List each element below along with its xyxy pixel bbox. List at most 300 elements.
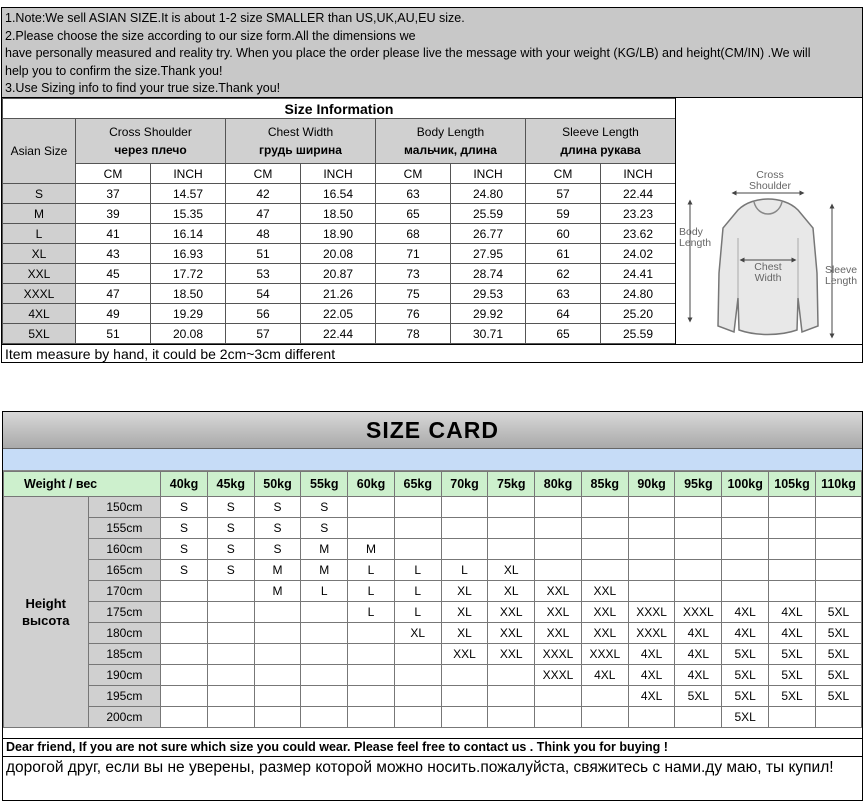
- size-card-cell: [535, 707, 582, 728]
- size-card-cell: 5XL: [722, 644, 769, 665]
- size-card-cell: XL: [394, 623, 441, 644]
- size-card-cell: 4XL: [628, 665, 675, 686]
- size-card-cell: XXXL: [628, 602, 675, 623]
- size-row: [3, 204, 676, 224]
- weight-label-en: Weight: [24, 477, 66, 491]
- size-card-cell: [207, 602, 254, 623]
- size-value-cell: 26.77: [451, 224, 526, 244]
- weight-header: [4, 472, 161, 497]
- height-value: 170cm: [88, 581, 161, 602]
- size-value-cell: 61: [526, 244, 601, 264]
- size-card-cell: [254, 644, 301, 665]
- weight-column-header: 110kg: [815, 472, 861, 497]
- size-card-cell: 4XL: [722, 602, 769, 623]
- size-card-cell: XL: [441, 623, 488, 644]
- size-card-cell: [488, 707, 535, 728]
- measure-note: Item measure by hand, it could be 2cm~3cm different: [2, 344, 862, 363]
- size-card-cell: [815, 539, 861, 560]
- height-value: 180cm: [88, 623, 161, 644]
- size-card-cell: S: [161, 518, 208, 539]
- size-card-cell: [815, 560, 861, 581]
- size-card-cell: XXL: [488, 602, 535, 623]
- group-label-ru: через плечо: [114, 143, 187, 157]
- unit-inch: INCH: [151, 164, 226, 184]
- size-card-cell: [769, 539, 816, 560]
- size-card-cell: M: [254, 581, 301, 602]
- group-label-en: Sleeve Length: [562, 125, 639, 139]
- sleeve-length-label: [821, 265, 861, 287]
- note-line: help you to confirm the size.Thank you!: [5, 63, 223, 78]
- size-card-cell: [675, 581, 722, 602]
- size-label: 5XL: [3, 324, 76, 344]
- size-card-cell: S: [207, 560, 254, 581]
- size-card-cell: [488, 539, 535, 560]
- size-card-cell: [348, 686, 395, 707]
- size-value-cell: 63: [526, 284, 601, 304]
- group-label-en: Chest Width: [267, 125, 334, 139]
- size-card-cell: [488, 665, 535, 686]
- size-card-cell: S: [207, 518, 254, 539]
- weight-label-separator: /: [65, 477, 76, 491]
- size-card-cell: 4XL: [675, 644, 722, 665]
- size-card-cell: [675, 560, 722, 581]
- size-value-cell: 20.08: [151, 324, 226, 344]
- unit-inch: INCH: [601, 164, 676, 184]
- size-value-cell: 14.57: [151, 184, 226, 204]
- size-value-cell: 15.35: [151, 204, 226, 224]
- size-card-cell: [815, 518, 861, 539]
- note-line: 2.Please choose the size according to our size form.All the dimensions we: [5, 28, 416, 43]
- size-value-cell: 51: [226, 244, 301, 264]
- size-value-cell: 75: [376, 284, 451, 304]
- size-row: [3, 264, 676, 284]
- contact-message-en: Dear friend, If you are not sure which size you could wear. Please feel free to contact us . Think you for buying !: [3, 738, 862, 756]
- size-card-cell: L: [348, 581, 395, 602]
- diagram-label-line: Cross: [756, 169, 784, 181]
- size-card-cell: L: [301, 581, 348, 602]
- height-value: 185cm: [88, 644, 161, 665]
- size-card-cell: [581, 707, 628, 728]
- size-value-cell: 25.59: [601, 324, 676, 344]
- size-label: XXL: [3, 264, 76, 284]
- size-card-cell: [207, 644, 254, 665]
- size-card-cell: [628, 539, 675, 560]
- size-card-cell: [161, 644, 208, 665]
- group-label-ru: грудь ширина: [259, 143, 342, 157]
- size-row: [3, 324, 676, 344]
- size-card-cell: [301, 602, 348, 623]
- size-card-cell: [161, 602, 208, 623]
- size-value-cell: 21.26: [301, 284, 376, 304]
- size-information-panel: [1, 7, 863, 363]
- weight-column-header: 40kg: [161, 472, 208, 497]
- size-value-cell: 47: [226, 204, 301, 224]
- size-card-cell: 5XL: [815, 686, 861, 707]
- size-card-cell: 4XL: [769, 602, 816, 623]
- size-value-cell: 41: [76, 224, 151, 244]
- size-label: S: [3, 184, 76, 204]
- size-card-cell: [488, 686, 535, 707]
- size-card-cell: [628, 497, 675, 518]
- contact-message-ru: дорогой друг, если вы не уверены, размер которой можно носить.пожалуйста, свяжитесь с нами.ду маю, ты купил!: [3, 756, 862, 800]
- size-value-cell: 27.95: [451, 244, 526, 264]
- size-card-cell: XL: [488, 581, 535, 602]
- size-card-cell: [254, 707, 301, 728]
- size-card-cell: [815, 707, 861, 728]
- size-value-cell: 20.87: [301, 264, 376, 284]
- size-card-cell: [394, 518, 441, 539]
- size-card-cell: L: [441, 560, 488, 581]
- size-card-cell: [161, 707, 208, 728]
- size-card-cell: [348, 497, 395, 518]
- size-value-cell: 45: [76, 264, 151, 284]
- size-value-cell: 47: [76, 284, 151, 304]
- size-card-cell: [161, 581, 208, 602]
- size-card-cell: [769, 581, 816, 602]
- size-card-cell: S: [254, 497, 301, 518]
- size-card-cell: 5XL: [722, 686, 769, 707]
- size-card-cell: XXL: [581, 602, 628, 623]
- size-card-cell: 4XL: [769, 623, 816, 644]
- chest-width-header: [226, 119, 376, 164]
- weight-column-header: 75kg: [488, 472, 535, 497]
- size-card-cell: 4XL: [628, 644, 675, 665]
- size-value-cell: 18.90: [301, 224, 376, 244]
- size-card-cell: [535, 518, 582, 539]
- size-value-cell: 24.80: [601, 284, 676, 304]
- note-line: 3.Use Sizing info to find your true size.Thank you!: [5, 81, 281, 95]
- weight-column-header: 45kg: [207, 472, 254, 497]
- size-card-cell: S: [161, 497, 208, 518]
- size-card-cell: L: [348, 602, 395, 623]
- size-card-cell: [628, 560, 675, 581]
- height-row: [4, 539, 862, 560]
- height-row: [4, 602, 862, 623]
- size-notes: [2, 8, 862, 98]
- size-value-cell: 22.05: [301, 304, 376, 324]
- height-label-en: Height: [25, 596, 66, 611]
- size-card-cell: [535, 560, 582, 581]
- size-card-cell: L: [348, 560, 395, 581]
- size-card-cell: S: [207, 539, 254, 560]
- size-value-cell: 16.14: [151, 224, 226, 244]
- size-card-cell: [488, 497, 535, 518]
- size-card-cell: [675, 539, 722, 560]
- size-card-cell: [394, 686, 441, 707]
- size-card-cell: [581, 518, 628, 539]
- size-value-cell: 19.29: [151, 304, 226, 324]
- size-card-cell: 4XL: [722, 623, 769, 644]
- size-value-cell: 24.80: [451, 184, 526, 204]
- size-row: [3, 304, 676, 324]
- size-card-cell: 4XL: [628, 686, 675, 707]
- size-card-cell: S: [161, 539, 208, 560]
- size-value-cell: 43: [76, 244, 151, 264]
- weight-column-header: 90kg: [628, 472, 675, 497]
- size-value-cell: 16.54: [301, 184, 376, 204]
- size-card-cell: [301, 686, 348, 707]
- note-line: have personally measured and reality try. When you place the order please live the message with your weight (KG/LB) and height(CM/IN) .We will: [5, 46, 811, 60]
- size-card-cell: [441, 686, 488, 707]
- size-card-cell: [628, 581, 675, 602]
- size-card-cell: [441, 539, 488, 560]
- size-card-cell: [348, 707, 395, 728]
- diagram-label-line: Width: [754, 272, 782, 284]
- size-card-cell: [254, 686, 301, 707]
- size-card-cell: XXL: [535, 602, 582, 623]
- size-value-cell: 23.62: [601, 224, 676, 244]
- size-card-cell: 5XL: [722, 707, 769, 728]
- size-card-cell: [301, 707, 348, 728]
- height-row: [4, 518, 862, 539]
- size-card-cell: [207, 707, 254, 728]
- size-value-cell: 16.93: [151, 244, 226, 264]
- group-label-en: Cross Shoulder: [109, 125, 192, 139]
- size-value-cell: 53: [226, 264, 301, 284]
- size-label: L: [3, 224, 76, 244]
- height-row: [4, 644, 862, 665]
- size-card-cell: XXL: [581, 623, 628, 644]
- size-card-cell: [675, 497, 722, 518]
- size-card-table: [3, 471, 862, 728]
- size-card-cell: S: [161, 560, 208, 581]
- diagram-label-line: Shoulder: [748, 180, 792, 192]
- size-card-cell: M: [301, 539, 348, 560]
- size-value-cell: 18.50: [151, 284, 226, 304]
- size-card-cell: 5XL: [769, 665, 816, 686]
- size-value-cell: 28.74: [451, 264, 526, 284]
- size-value-cell: 18.50: [301, 204, 376, 224]
- size-card-cell: XXXL: [581, 644, 628, 665]
- weight-label-ru: вес: [75, 477, 98, 491]
- size-value-cell: 56: [226, 304, 301, 324]
- size-card-cell: [441, 665, 488, 686]
- size-card-cell: [161, 665, 208, 686]
- size-card-cell: [722, 581, 769, 602]
- size-card-panel: [2, 411, 863, 801]
- size-card-cell: 4XL: [581, 665, 628, 686]
- size-card-cell: [394, 644, 441, 665]
- size-value-cell: 59: [526, 204, 601, 224]
- size-card-cell: 4XL: [675, 623, 722, 644]
- size-value-cell: 29.53: [451, 284, 526, 304]
- cross-shoulder-label: [736, 170, 804, 192]
- weight-column-header: 100kg: [722, 472, 769, 497]
- height-row: [4, 497, 862, 518]
- size-card-cell: XXXL: [535, 644, 582, 665]
- size-row: [3, 184, 676, 204]
- size-card-cell: [769, 707, 816, 728]
- size-card-cell: [581, 560, 628, 581]
- size-value-cell: 64: [526, 304, 601, 324]
- size-card-cell: [769, 497, 816, 518]
- size-value-cell: 60: [526, 224, 601, 244]
- size-card-cell: [535, 539, 582, 560]
- cross-shoulder-header: [76, 119, 226, 164]
- size-value-cell: 57: [526, 184, 601, 204]
- size-value-cell: 71: [376, 244, 451, 264]
- size-card-cell: [535, 497, 582, 518]
- size-card-band: [3, 449, 862, 471]
- group-label-ru: длина рукава: [560, 143, 641, 157]
- size-value-cell: 62: [526, 264, 601, 284]
- size-card-cell: M: [301, 560, 348, 581]
- size-card-cell: [301, 644, 348, 665]
- size-card-cell: 5XL: [815, 644, 861, 665]
- size-card-cell: [207, 686, 254, 707]
- size-value-cell: 25.20: [601, 304, 676, 324]
- height-value: 160cm: [88, 539, 161, 560]
- size-row: [3, 284, 676, 304]
- sweater-diagram-icon: [676, 98, 862, 344]
- size-card-cell: XXL: [488, 644, 535, 665]
- size-card-cell: [394, 539, 441, 560]
- size-card-cell: XXL: [581, 581, 628, 602]
- size-card-title: SIZE CARD: [3, 412, 862, 449]
- size-label: XXXL: [3, 284, 76, 304]
- height-row: [4, 686, 862, 707]
- weight-column-header: 50kg: [254, 472, 301, 497]
- size-card-cell: [441, 707, 488, 728]
- size-card-cell: 5XL: [675, 686, 722, 707]
- size-card-cell: XXL: [535, 581, 582, 602]
- size-card-cell: [769, 560, 816, 581]
- size-card-cell: [301, 623, 348, 644]
- size-card-cell: XXXL: [628, 623, 675, 644]
- height-value: 150cm: [88, 497, 161, 518]
- size-card-cell: M: [254, 560, 301, 581]
- height-row: [4, 707, 862, 728]
- height-header: [4, 497, 89, 728]
- group-label-en: Body Length: [416, 125, 485, 139]
- size-card-cell: XL: [441, 581, 488, 602]
- size-value-cell: 57: [226, 324, 301, 344]
- size-card-cell: [628, 707, 675, 728]
- size-card-cell: [161, 623, 208, 644]
- height-value: 200cm: [88, 707, 161, 728]
- size-card-cell: S: [254, 518, 301, 539]
- size-card-cell: [207, 623, 254, 644]
- size-card-cell: 5XL: [815, 665, 861, 686]
- size-card-cell: 5XL: [769, 686, 816, 707]
- diagram-label-line: Sleeve: [824, 264, 858, 276]
- size-information-table: [2, 98, 676, 344]
- size-card-cell: [581, 497, 628, 518]
- size-card-cell: [441, 497, 488, 518]
- size-value-cell: 68: [376, 224, 451, 244]
- height-value: 165cm: [88, 560, 161, 581]
- size-card-cell: [441, 518, 488, 539]
- size-value-cell: 54: [226, 284, 301, 304]
- size-card-cell: [394, 497, 441, 518]
- note-line: 1.Note:We sell ASIAN SIZE.It is about 1-2 size SMALLER than US,UK,AU,EU size.: [5, 11, 465, 25]
- size-value-cell: 73: [376, 264, 451, 284]
- size-value-cell: 63: [376, 184, 451, 204]
- size-card-cell: [254, 623, 301, 644]
- body-length-label: [679, 227, 717, 249]
- size-card-cell: S: [301, 497, 348, 518]
- size-card-cell: [348, 644, 395, 665]
- size-card-cell: [348, 623, 395, 644]
- height-value: 155cm: [88, 518, 161, 539]
- size-card-cell: 5XL: [815, 602, 861, 623]
- size-card-cell: [628, 518, 675, 539]
- size-value-cell: 37: [76, 184, 151, 204]
- height-row: [4, 560, 862, 581]
- size-value-cell: 23.23: [601, 204, 676, 224]
- size-label: 4XL: [3, 304, 76, 324]
- size-value-cell: 25.59: [451, 204, 526, 224]
- size-value-cell: 78: [376, 324, 451, 344]
- height-value: 175cm: [88, 602, 161, 623]
- weight-column-header: 65kg: [394, 472, 441, 497]
- size-value-cell: 24.41: [601, 264, 676, 284]
- unit-inch: INCH: [451, 164, 526, 184]
- unit-cm: CM: [526, 164, 601, 184]
- size-card-cell: XXL: [441, 644, 488, 665]
- height-row: [4, 623, 862, 644]
- diagram-label-line: Chest: [754, 261, 782, 273]
- size-label: M: [3, 204, 76, 224]
- size-card-cell: 5XL: [722, 665, 769, 686]
- weight-column-header: 85kg: [581, 472, 628, 497]
- unit-cm: CM: [226, 164, 301, 184]
- size-value-cell: 30.71: [451, 324, 526, 344]
- size-value-cell: 39: [76, 204, 151, 224]
- size-card-cell: [348, 665, 395, 686]
- diagram-label-line: Length: [824, 275, 858, 287]
- size-card-cell: L: [394, 602, 441, 623]
- height-row: [4, 581, 862, 602]
- size-card-cell: XXL: [535, 623, 582, 644]
- size-card-cell: L: [394, 581, 441, 602]
- size-card-cell: [207, 581, 254, 602]
- size-card-cell: XXXL: [675, 602, 722, 623]
- size-value-cell: 42: [226, 184, 301, 204]
- height-value: 195cm: [88, 686, 161, 707]
- weight-column-header: 70kg: [441, 472, 488, 497]
- size-card-cell: L: [394, 560, 441, 581]
- size-card-cell: XL: [488, 560, 535, 581]
- size-value-cell: 17.72: [151, 264, 226, 284]
- size-card-cell: [722, 518, 769, 539]
- size-card-cell: [722, 539, 769, 560]
- size-card-cell: [254, 602, 301, 623]
- size-card-cell: [254, 665, 301, 686]
- size-card-cell: [675, 707, 722, 728]
- weight-column-header: 55kg: [301, 472, 348, 497]
- diagram-label-line: Body: [679, 226, 703, 238]
- size-card-cell: [488, 518, 535, 539]
- size-card-cell: 5XL: [815, 623, 861, 644]
- size-label: XL: [3, 244, 76, 264]
- height-value: 190cm: [88, 665, 161, 686]
- sweater-measurement-diagram: [675, 98, 862, 344]
- height-row: [4, 665, 862, 686]
- size-card-cell: S: [207, 497, 254, 518]
- size-card-cell: [161, 686, 208, 707]
- size-card-cell: 5XL: [769, 644, 816, 665]
- size-card-cell: [301, 665, 348, 686]
- group-label-ru: мальчик, длина: [404, 143, 497, 157]
- unit-inch: INCH: [301, 164, 376, 184]
- size-value-cell: 22.44: [301, 324, 376, 344]
- asian-size-header: Asian Size: [3, 119, 76, 184]
- size-card-cell: [675, 518, 722, 539]
- size-card-cell: [722, 497, 769, 518]
- size-card-cell: XL: [441, 602, 488, 623]
- size-card-cell: [722, 560, 769, 581]
